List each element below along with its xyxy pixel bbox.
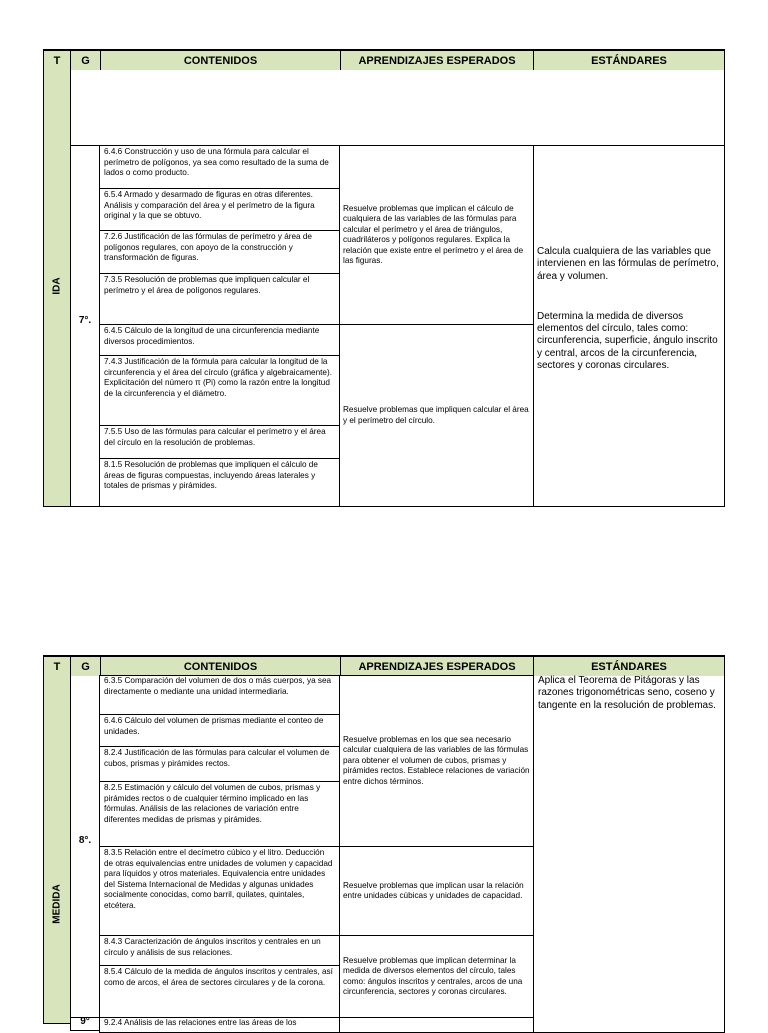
contenido-item: 8.4.3 Caracterización de ángulos inscritos y centrales en un círculo y análisis de sus relaciones. — [99, 935, 340, 966]
empty-row — [70, 69, 725, 146]
aprendizaje-text: Resuelve problemas que impliquen calcular el área y el perímetro del círculo. — [343, 405, 529, 425]
contenido-item: 9.2.4 Análisis de las relaciones entre las áreas de los — [99, 1017, 340, 1033]
aprendizaje-item — [339, 935, 534, 1018]
aprendizaje-item — [339, 324, 534, 507]
table-header-row — [43, 49, 725, 70]
aprendizaje-text: Resuelve problemas en los que sea necesario calcular cualquiera de las variables de las fórmulas para obtener el volumen de cubos, prismas y pirámides rectos. Establece relaciones de variación entre dichos términos. — [343, 734, 530, 786]
contenido-item: 8.3.5 Relación entre el decímetro cúbico y el litro. Deducción de otras equivalencias entre unidades de volumen y capacidad para líquidos y otros materiales. Equivalencia entre unidades del Sistema Internacional de Medidas y algunas unidades socialmente conocidas, como barril, quilates, quintales, etcétera. — [99, 846, 340, 936]
estandar-item — [533, 145, 725, 507]
contenido-item: 7.2.6 Justificación de las fórmulas de perímetro y área de polígonos regulares, con apoyo de la construcción y transformación de figuras. — [99, 230, 340, 274]
contenido-item: 6.4.5 Cálculo de la longitud de una circunferencia mediante diversos procedimientos. — [99, 324, 340, 356]
aprendizaje-item — [339, 675, 534, 847]
grado-column — [70, 675, 100, 1018]
contenido-item: 6.3.5 Comparación del volumen de dos o más cuerpos, ya sea directamente o mediante una unidad intermediaria. — [99, 675, 340, 715]
contenido-item: 8.1.5 Resolución de problemas que impliquen el cálculo de áreas de figuras compuestas, incluyendo áreas laterales y totales de prismas y pirámides. — [99, 458, 340, 507]
contenido-item: 8.2.4 Justificación de las fórmulas para calcular el volumen de cubos, prismas y pirámides rectos. — [99, 746, 340, 782]
header-aprendizajes: APRENDIZAJES ESPERADOS — [341, 657, 534, 676]
header-contenidos: CONTENIDOS — [101, 657, 341, 676]
contenido-item: 8.5.4 Cálculo de la medida de ángulos inscritos y centrales, así como de arcos, el área de sectores circulares y de la corona. — [99, 965, 340, 1018]
header-g: G — [71, 51, 101, 70]
aprendizaje-item — [339, 846, 534, 936]
header-t: T — [44, 51, 71, 70]
tema-label: MEDIDA — [51, 884, 63, 924]
aprendizaje-item-next — [339, 1017, 534, 1033]
estandar-text: Aplica el Teorema de Pitágoras y las razones trigonométricas seno, coseno y tangente en la resolución de problemas. — [538, 675, 716, 711]
header-aprendizajes: APRENDIZAJES ESPERADOS — [341, 51, 534, 70]
tema-label: IDA — [51, 277, 63, 295]
aprendizaje-text: Resuelve problemas que implican determinar la medida de diversos elementos del círculo, tales como: ángulos inscritos y centrales, arcos de una circunferencia, sectores y coronas circulares. — [343, 955, 523, 996]
header-estandares: ESTÁNDARES — [534, 51, 724, 70]
contenido-item: 7.4.3 Justificación de la fórmula para calcular la longitud de la circunferencia y el área del círculo (gráfica y algebraicamente). Explicitación del número π (Pi) como la razón entre la longitud de la circunferencia y el diámetro. — [99, 355, 340, 426]
contenido-item: 8.2.5 Estimación y cálculo del volumen de cubos, prismas y pirámides rectos o de cualquier término implicado en las fórmulas. Análisis de las relaciones de variación entre diferentes medidas de prismas y pirámides. — [99, 781, 340, 847]
header-contenidos: CONTENIDOS — [101, 51, 341, 70]
contenido-item: 6.5.4 Armado y desarmado de figuras en otras diferentes. Análisis y comparación del área y el perímetro de la figura original y la que se obtuvo. — [99, 188, 340, 231]
contenido-item: 7.3.5 Resolución de problemas que impliquen calcular el perímetro y el área de polígonos regulares. — [99, 273, 340, 325]
grado-label: 7°. — [78, 315, 92, 326]
contenido-item: 6.4.6 Cálculo del volumen de prismas mediante el conteo de unidades. — [99, 714, 340, 747]
header-t: T — [44, 657, 71, 676]
table-header-row — [43, 655, 725, 676]
aprendizaje-item — [339, 145, 534, 325]
header-estandares: ESTÁNDARES — [534, 657, 724, 676]
contenido-item: 7.5.5 Uso de las fórmulas para calcular el perímetro y el área del círculo en la resolución de problemas. — [99, 425, 340, 459]
header-g: G — [71, 657, 101, 676]
curriculum-table-1 — [43, 49, 725, 507]
tema-column — [43, 675, 71, 1024]
estandar-item — [533, 675, 725, 1033]
curriculum-table-2 — [43, 655, 725, 1027]
aprendizaje-text: Resuelve problemas que implican el cálculo de cualquiera de las variables de las fórmulas para calcular el perímetro y el área de triángulos, cuadriláteros y polígonos regulares. Explica la relación que existe entre el perímetro y el área de las figuras. — [343, 203, 524, 265]
contenido-item: 6.4.6 Construcción y uso de una fórmula para calcular el perímetro de polígonos, ya sea como resultado de la suma de lados o como producto. — [99, 145, 340, 189]
grado-column-next — [70, 1017, 100, 1031]
grado-label: 8°. — [78, 835, 92, 846]
grado-column — [70, 145, 100, 507]
aprendizaje-text: Resuelve problemas que implican usar la relación entre unidades cúbicas y unidades de capacidad. — [343, 880, 524, 900]
estandar-text: Calcula cualquiera de las variables que intervienen en las fórmulas de perímetro, área y volumen. — [537, 246, 719, 282]
tema-column — [43, 69, 71, 507]
grado-label-next: 9° — [80, 1016, 90, 1027]
estandar-text: Determina la medida de diversos elementos del círculo, tales como: circunferencia, superficie, ángulo inscrito y central, arcos de la circunferencia, sectores y coronas circulares. — [537, 310, 718, 372]
